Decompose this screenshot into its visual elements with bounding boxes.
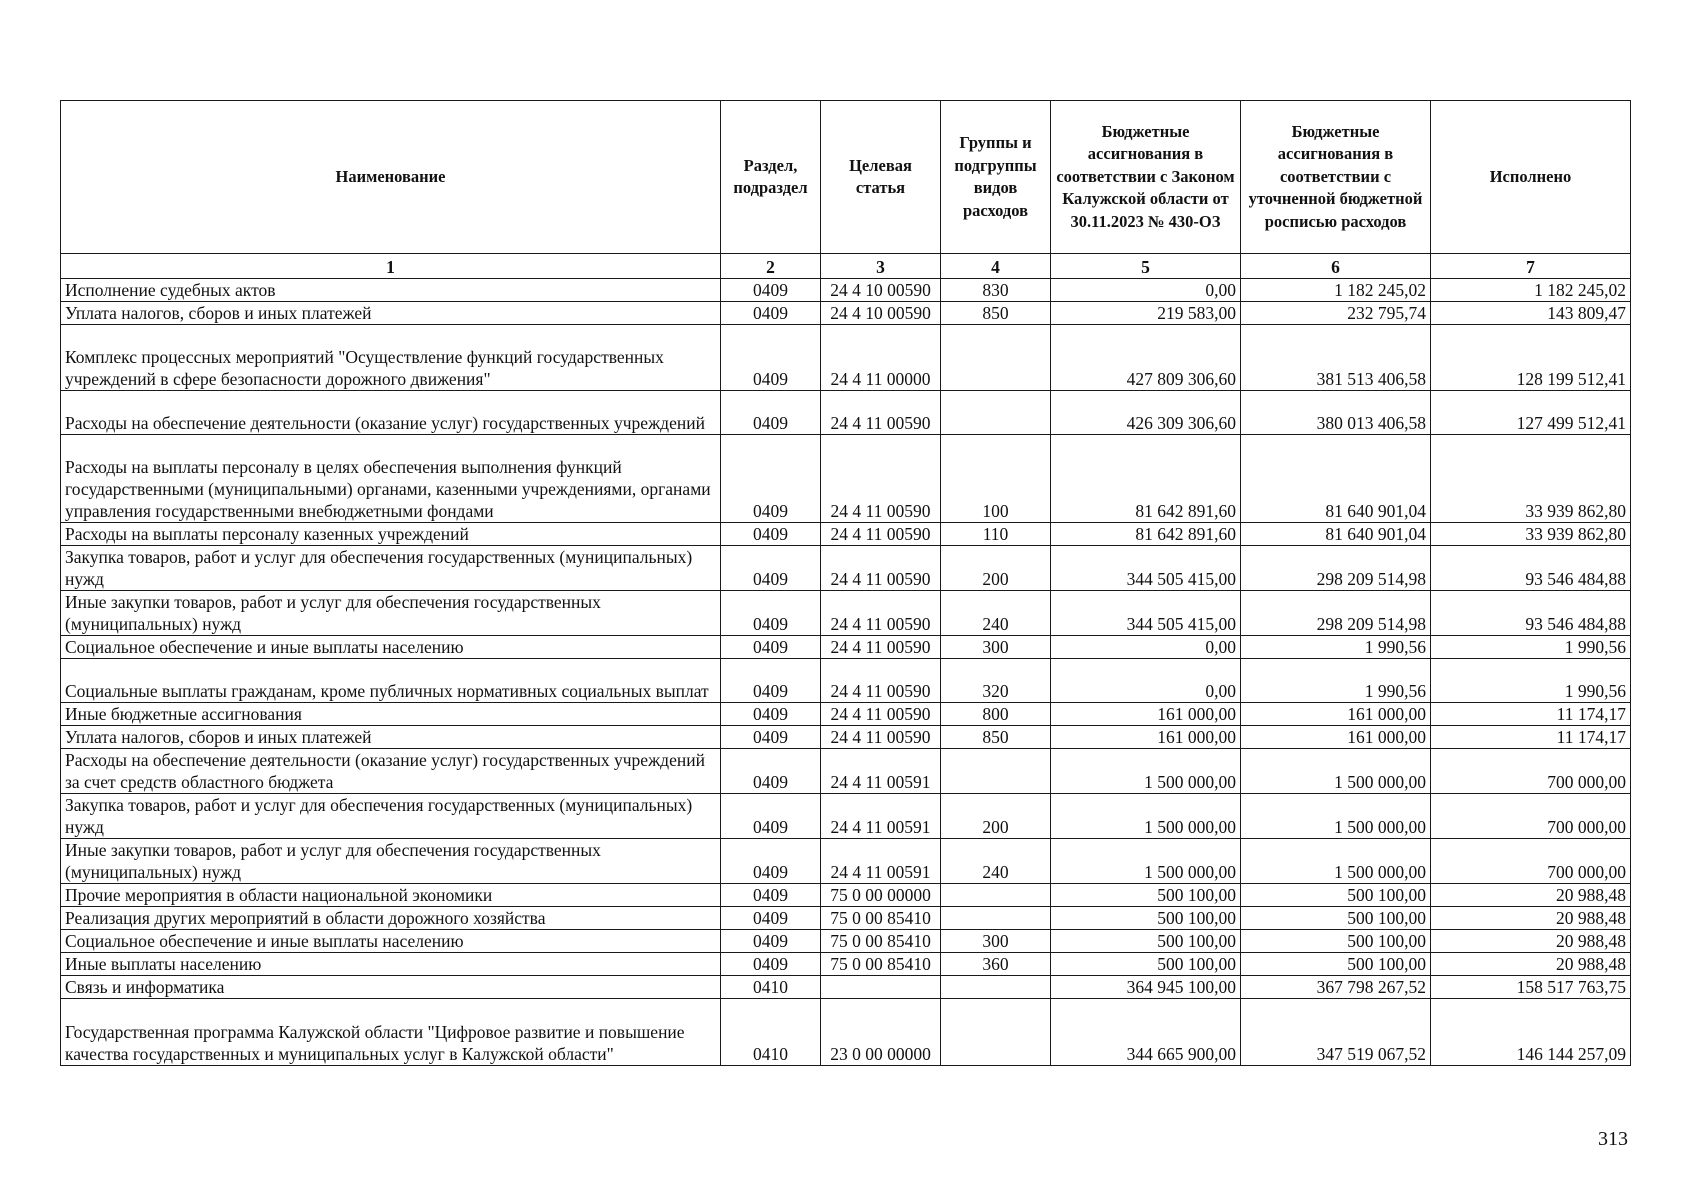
column-number-row	[61, 254, 1631, 279]
cell-section: 0409	[721, 659, 821, 703]
cell-law-allocation: 219 583,00	[1051, 302, 1241, 325]
cell-name: Государственная программа Калужской области "Цифровое развитие и повышение качества государственных и муниципальных услуг в Калужской области"	[61, 999, 721, 1066]
table-row	[61, 435, 1631, 523]
cell-name: Закупка товаров, работ и услуг для обеспечения государственных (муниципальных) нужд	[61, 794, 721, 839]
cell-target-article: 75 0 00 00000	[821, 884, 941, 907]
cell-law-allocation: 344 665 900,00	[1051, 999, 1241, 1066]
cell-expense-group	[941, 325, 1051, 391]
cell-executed: 700 000,00	[1431, 839, 1631, 884]
cell-expense-group: 830	[941, 279, 1051, 302]
cell-refined-allocation: 500 100,00	[1241, 953, 1431, 976]
cell-refined-allocation: 298 209 514,98	[1241, 546, 1431, 591]
cell-law-allocation: 0,00	[1051, 659, 1241, 703]
cell-law-allocation: 500 100,00	[1051, 930, 1241, 953]
cell-name: Социальное обеспечение и иные выплаты населению	[61, 930, 721, 953]
cell-law-allocation: 0,00	[1051, 636, 1241, 659]
cell-executed: 700 000,00	[1431, 794, 1631, 839]
cell-executed: 93 546 484,88	[1431, 546, 1631, 591]
cell-expense-group: 110	[941, 523, 1051, 546]
cell-law-allocation: 1 500 000,00	[1051, 794, 1241, 839]
cell-refined-allocation: 232 795,74	[1241, 302, 1431, 325]
table-row	[61, 659, 1631, 703]
cell-law-allocation: 161 000,00	[1051, 703, 1241, 726]
cell-section: 0409	[721, 391, 821, 435]
header-expense-group: Группы и подгруппы видов расходов	[941, 101, 1051, 254]
cell-target-article: 23 0 00 00000	[821, 999, 941, 1066]
cell-executed: 11 174,17	[1431, 726, 1631, 749]
cell-name: Уплата налогов, сборов и иных платежей	[61, 726, 721, 749]
header-refined-allocation: Бюджетные ассигнования в соответствии с уточненной бюджетной росписью расходов	[1241, 101, 1431, 254]
cell-name: Социальное обеспечение и иные выплаты населению	[61, 636, 721, 659]
cell-executed: 20 988,48	[1431, 907, 1631, 930]
cell-section: 0409	[721, 726, 821, 749]
cell-law-allocation: 344 505 415,00	[1051, 546, 1241, 591]
cell-expense-group	[941, 391, 1051, 435]
header-law-allocation: Бюджетные ассигнования в соответствии с Законом Калужской области от 30.11.2023 № 430-ОЗ	[1051, 101, 1241, 254]
cell-name: Расходы на выплаты персоналу в целях обеспечения выполнения функций государственными (муниципальными) органами, казенными учреждениями, органами управления государственными внебюджетными фондами	[61, 435, 721, 523]
cell-refined-allocation: 380 013 406,58	[1241, 391, 1431, 435]
table-row	[61, 999, 1631, 1066]
cell-name: Закупка товаров, работ и услуг для обеспечения государственных (муниципальных) нужд	[61, 546, 721, 591]
cell-refined-allocation: 298 209 514,98	[1241, 591, 1431, 636]
cell-executed: 1 990,56	[1431, 659, 1631, 703]
budget-table	[60, 100, 1631, 1066]
cell-refined-allocation: 500 100,00	[1241, 884, 1431, 907]
cell-target-article: 24 4 10 00590	[821, 302, 941, 325]
cell-section: 0409	[721, 591, 821, 636]
cell-target-article: 75 0 00 85410	[821, 953, 941, 976]
cell-executed: 1 182 245,02	[1431, 279, 1631, 302]
table-row	[61, 726, 1631, 749]
cell-executed: 700 000,00	[1431, 749, 1631, 794]
column-number: 6	[1241, 254, 1431, 279]
cell-section: 0409	[721, 794, 821, 839]
cell-name: Связь и информатика	[61, 976, 721, 999]
cell-target-article	[821, 976, 941, 999]
table-row	[61, 884, 1631, 907]
cell-section: 0409	[721, 930, 821, 953]
cell-target-article: 24 4 11 00590	[821, 659, 941, 703]
cell-expense-group: 300	[941, 636, 1051, 659]
cell-name: Иные выплаты населению	[61, 953, 721, 976]
cell-refined-allocation: 500 100,00	[1241, 907, 1431, 930]
cell-section: 0409	[721, 302, 821, 325]
header-section: Раздел, подраздел	[721, 101, 821, 254]
cell-executed: 20 988,48	[1431, 884, 1631, 907]
cell-refined-allocation: 381 513 406,58	[1241, 325, 1431, 391]
cell-expense-group: 100	[941, 435, 1051, 523]
cell-law-allocation: 1 500 000,00	[1051, 839, 1241, 884]
cell-executed: 20 988,48	[1431, 953, 1631, 976]
cell-target-article: 24 4 11 00591	[821, 839, 941, 884]
cell-law-allocation: 427 809 306,60	[1051, 325, 1241, 391]
cell-section: 0409	[721, 325, 821, 391]
cell-name: Реализация других мероприятий в области дорожного хозяйства	[61, 907, 721, 930]
cell-target-article: 24 4 11 00590	[821, 636, 941, 659]
cell-expense-group	[941, 884, 1051, 907]
column-number: 2	[721, 254, 821, 279]
cell-executed: 93 546 484,88	[1431, 591, 1631, 636]
cell-section: 0409	[721, 546, 821, 591]
cell-executed: 127 499 512,41	[1431, 391, 1631, 435]
cell-expense-group	[941, 999, 1051, 1066]
cell-executed: 1 990,56	[1431, 636, 1631, 659]
cell-refined-allocation: 1 500 000,00	[1241, 749, 1431, 794]
cell-executed: 158 517 763,75	[1431, 976, 1631, 999]
cell-target-article: 24 4 11 00590	[821, 523, 941, 546]
cell-expense-group: 240	[941, 591, 1051, 636]
cell-section: 0409	[721, 953, 821, 976]
table-row	[61, 953, 1631, 976]
cell-executed: 146 144 257,09	[1431, 999, 1631, 1066]
table-row	[61, 546, 1631, 591]
cell-refined-allocation: 347 519 067,52	[1241, 999, 1431, 1066]
table-row	[61, 794, 1631, 839]
table-row	[61, 523, 1631, 546]
cell-law-allocation: 500 100,00	[1051, 884, 1241, 907]
cell-refined-allocation: 1 500 000,00	[1241, 839, 1431, 884]
cell-target-article: 75 0 00 85410	[821, 930, 941, 953]
cell-expense-group	[941, 907, 1051, 930]
cell-law-allocation: 344 505 415,00	[1051, 591, 1241, 636]
cell-expense-group: 200	[941, 794, 1051, 839]
cell-target-article: 24 4 11 00590	[821, 391, 941, 435]
cell-expense-group: 850	[941, 302, 1051, 325]
table-row	[61, 749, 1631, 794]
table-row	[61, 325, 1631, 391]
cell-law-allocation: 500 100,00	[1051, 907, 1241, 930]
cell-law-allocation: 364 945 100,00	[1051, 976, 1241, 999]
cell-refined-allocation: 500 100,00	[1241, 930, 1431, 953]
cell-target-article: 24 4 11 00590	[821, 726, 941, 749]
cell-section: 0409	[721, 749, 821, 794]
cell-executed: 11 174,17	[1431, 703, 1631, 726]
cell-law-allocation: 426 309 306,60	[1051, 391, 1241, 435]
cell-name: Иные закупки товаров, работ и услуг для обеспечения государственных (муниципальных) нужд	[61, 591, 721, 636]
column-number: 5	[1051, 254, 1241, 279]
cell-executed: 20 988,48	[1431, 930, 1631, 953]
column-number: 1	[61, 254, 721, 279]
cell-refined-allocation: 1 182 245,02	[1241, 279, 1431, 302]
cell-law-allocation: 1 500 000,00	[1051, 749, 1241, 794]
table-row	[61, 839, 1631, 884]
cell-section: 0410	[721, 976, 821, 999]
cell-refined-allocation: 161 000,00	[1241, 726, 1431, 749]
cell-section: 0409	[721, 636, 821, 659]
cell-expense-group: 800	[941, 703, 1051, 726]
cell-executed: 143 809,47	[1431, 302, 1631, 325]
cell-refined-allocation: 1 500 000,00	[1241, 794, 1431, 839]
cell-section: 0410	[721, 999, 821, 1066]
cell-section: 0409	[721, 907, 821, 930]
cell-name: Прочие мероприятия в области национальной экономики	[61, 884, 721, 907]
cell-expense-group	[941, 976, 1051, 999]
cell-law-allocation: 81 642 891,60	[1051, 435, 1241, 523]
page-number: 313	[1598, 1128, 1628, 1150]
cell-section: 0409	[721, 279, 821, 302]
table-row	[61, 907, 1631, 930]
table-row	[61, 976, 1631, 999]
table-row	[61, 636, 1631, 659]
cell-name: Исполнение судебных актов	[61, 279, 721, 302]
cell-target-article: 24 4 11 00591	[821, 794, 941, 839]
column-number: 4	[941, 254, 1051, 279]
cell-refined-allocation: 1 990,56	[1241, 659, 1431, 703]
cell-section: 0409	[721, 839, 821, 884]
cell-target-article: 24 4 11 00000	[821, 325, 941, 391]
cell-target-article: 24 4 11 00590	[821, 546, 941, 591]
header-executed: Исполнено	[1431, 101, 1631, 254]
cell-refined-allocation: 81 640 901,04	[1241, 435, 1431, 523]
cell-expense-group: 850	[941, 726, 1051, 749]
header-row	[61, 101, 1631, 254]
table-row	[61, 703, 1631, 726]
table-row	[61, 391, 1631, 435]
cell-section: 0409	[721, 884, 821, 907]
table-row	[61, 930, 1631, 953]
cell-executed: 33 939 862,80	[1431, 435, 1631, 523]
budget-table-container	[60, 100, 1630, 1066]
column-number: 7	[1431, 254, 1631, 279]
cell-section: 0409	[721, 523, 821, 546]
cell-expense-group: 360	[941, 953, 1051, 976]
cell-refined-allocation: 367 798 267,52	[1241, 976, 1431, 999]
cell-law-allocation: 0,00	[1051, 279, 1241, 302]
cell-target-article: 75 0 00 85410	[821, 907, 941, 930]
cell-law-allocation: 81 642 891,60	[1051, 523, 1241, 546]
cell-name: Расходы на обеспечение деятельности (оказание услуг) государственных учреждений	[61, 391, 721, 435]
table-body	[61, 279, 1631, 1066]
cell-law-allocation: 161 000,00	[1051, 726, 1241, 749]
cell-target-article: 24 4 11 00590	[821, 591, 941, 636]
cell-executed: 33 939 862,80	[1431, 523, 1631, 546]
cell-target-article: 24 4 11 00590	[821, 435, 941, 523]
cell-target-article: 24 4 11 00591	[821, 749, 941, 794]
header-name: Наименование	[61, 101, 721, 254]
column-number: 3	[821, 254, 941, 279]
cell-name: Комплекс процессных мероприятий "Осуществление функций государственных учреждений в сфере безопасности дорожного движения"	[61, 325, 721, 391]
table-row	[61, 279, 1631, 302]
header-target-article: Целевая статья	[821, 101, 941, 254]
cell-name: Расходы на обеспечение деятельности (оказание услуг) государственных учреждений за счет средств областного бюджета	[61, 749, 721, 794]
cell-expense-group	[941, 749, 1051, 794]
cell-name: Иные бюджетные ассигнования	[61, 703, 721, 726]
cell-target-article: 24 4 10 00590	[821, 279, 941, 302]
cell-refined-allocation: 1 990,56	[1241, 636, 1431, 659]
cell-section: 0409	[721, 435, 821, 523]
cell-executed: 128 199 512,41	[1431, 325, 1631, 391]
cell-name: Социальные выплаты гражданам, кроме публичных нормативных социальных выплат	[61, 659, 721, 703]
cell-target-article: 24 4 11 00590	[821, 703, 941, 726]
cell-name: Уплата налогов, сборов и иных платежей	[61, 302, 721, 325]
cell-expense-group: 320	[941, 659, 1051, 703]
cell-expense-group: 300	[941, 930, 1051, 953]
cell-name: Иные закупки товаров, работ и услуг для обеспечения государственных (муниципальных) нужд	[61, 839, 721, 884]
cell-law-allocation: 500 100,00	[1051, 953, 1241, 976]
cell-name: Расходы на выплаты персоналу казенных учреждений	[61, 523, 721, 546]
cell-refined-allocation: 81 640 901,04	[1241, 523, 1431, 546]
cell-refined-allocation: 161 000,00	[1241, 703, 1431, 726]
cell-section: 0409	[721, 703, 821, 726]
cell-expense-group: 200	[941, 546, 1051, 591]
table-row	[61, 302, 1631, 325]
table-row	[61, 591, 1631, 636]
cell-expense-group: 240	[941, 839, 1051, 884]
